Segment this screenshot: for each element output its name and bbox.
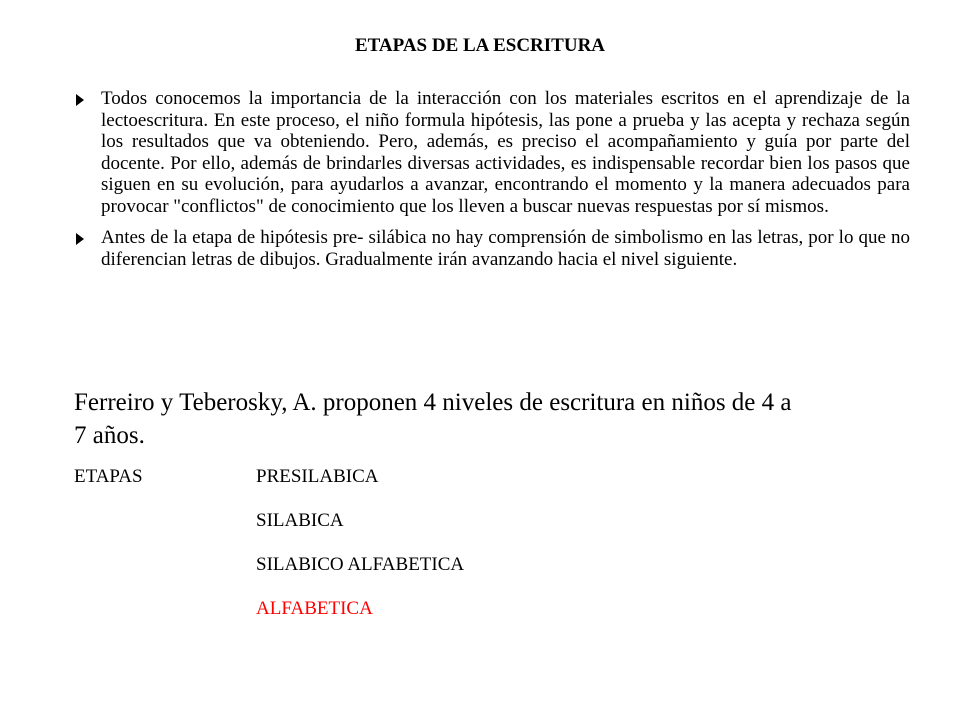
stages-label: ETAPAS	[74, 466, 143, 487]
bullet-text: Todos conocemos la importancia de la interacción con los materiales escritos en el aprendizaje de la lectoescritura. En este proceso, el niño formula hipótesis, las pone a prueba y las acepta y rechaza según los resultados que va obteniendo. Pero, además, es preciso el acompañamiento y guía por parte del docente. Por ello, además de brindarles diversas actividades, es indispensable recordar bien los pasos que siguen en su evolución, para ayudarlos a avanzar, encontrando el momento y la manera adecuados para provocar "conflictos" de conocimiento que los lleven a buscar nuevas respuestas por sí mismos.	[101, 88, 910, 217]
stage-item-alfabetica: ALFABETICA	[256, 598, 373, 619]
bullet-list	[74, 88, 910, 280]
stages-list	[256, 465, 464, 641]
stage-item-presilabica: PRESILABICA	[256, 466, 379, 487]
slide-title: ETAPAS DE LA ESCRITURA	[354, 35, 606, 56]
stage-item-silabico-alfabetica: SILABICO ALFABETICA	[256, 554, 465, 575]
bullet-item-importance	[74, 88, 910, 217]
triangle-right-icon	[76, 233, 84, 245]
stage-item-silabica: SILABICA	[256, 510, 344, 531]
triangle-right-icon	[76, 94, 84, 106]
bullet-item-pre-syllabic	[74, 227, 910, 270]
bullet-text: Antes de la etapa de hipótesis pre- silábica no hay comprensión de simbolismo en las letras, por lo que no diferencian letras de dibujos. Gradualmente irán avanzando hacia el nivel siguiente.	[101, 227, 910, 270]
intro-text: Ferreiro y Teberosky, A. proponen 4 niveles de escritura en niños de 4 a 7 años.	[74, 389, 792, 449]
